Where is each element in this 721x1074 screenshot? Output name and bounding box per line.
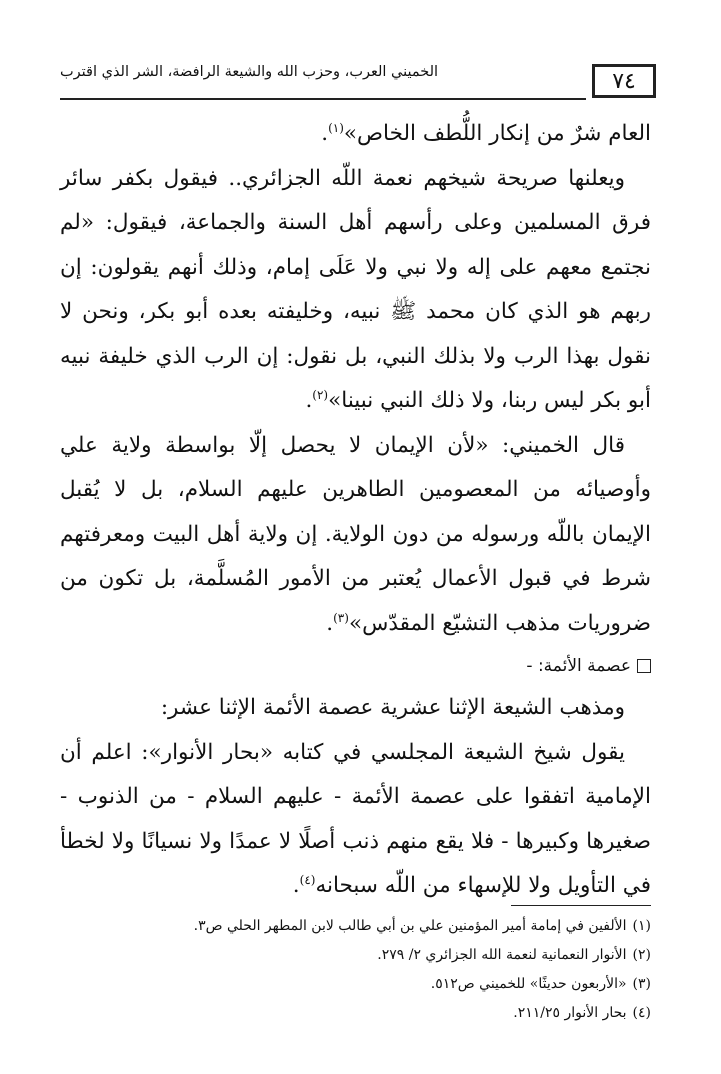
paragraph-3-text: قال الخميني: «لأن الإيمان لا يحصل إلّا بواسطة ولاية علي وأوصيائه من المعصومين الطاهرين عليهم السلام، بل لا يُقبل الإيمان باللّه ورسوله من دون الولاية. إن ولاية أهل البيت ومعرفتهم شرط في قبول الأعمال يُعتبر من الأمور المُسلَّمة، بل تكون من ضروريات مذهب التشيّع المقدّس» [60, 432, 651, 636]
footnote-text: الأنوار النعمانية لنعمة الله الجزائري ٢/ ٢٧٩. [377, 947, 627, 963]
paragraph-2: ويعلنها صريحة شيخهم نعمة اللّه الجزائري.. فيقول بكفر سائر فرق المسلمين وعلى رأسهم أهل السنة والجماعة، فيقول: «لم نجتمع معهم على إله ولا نبي ولا عَلَى إمام، وذلك أنهم يقولون: إن ربهم هو الذي كان محمد ﷺ نبيه، وخليفته بعده أبو بكر، ونحن لا نقول بهذا الرب ولا بذلك النبي، بل نقول: إن الرب الذي خليفة نبيه أبو بكر ليس ربنا، ولا ذلك النبي نبينا»$^{(٢)}$. [60, 165, 651, 413]
footnote-ref-3: (٣) [333, 610, 349, 625]
footnote-item [60, 970, 651, 999]
footnote-separator [511, 905, 651, 906]
section-heading [60, 646, 651, 686]
paragraph-1-text: العام شرٌ من إنكار اللُّطف الخاص» [343, 121, 651, 146]
footnote-text: «الأربعون حديثًا» للخميني ص٥١٢. [430, 976, 627, 992]
footnote-text: بحار الأنوار ٢١١/٢٥. [513, 1005, 627, 1021]
footnote-text: الألفين في إمامة أمير المؤمنين علي بن أبي طالب لابن المطهر الحلي ص٣. [193, 918, 627, 934]
footnote-ref-4: (٤) [299, 872, 316, 887]
footnote-number: (٤) [632, 1005, 651, 1021]
footnote-item [60, 912, 651, 941]
page-number: ٧٤ [592, 64, 656, 98]
footnote-number: (٣) [632, 976, 651, 992]
header-rule [60, 98, 586, 100]
main-text [60, 112, 651, 909]
footnote-item [60, 941, 651, 970]
footnote-number: (١) [632, 918, 651, 934]
paragraph-3: قال الخميني: «لأن الإيمان لا يحصل إلّا بواسطة ولاية علي وأوصيائه من المعصومين الطاهرين عليهم السلام، بل لا يُقبل الإيمان باللّه ورسوله من دون الولاية. إن ولاية أهل البيت ومعرفتهم شرط في قبول الأعمال يُعتبر من الأمور المُسلَّمة، بل تكون من ضروريات مذهب التشيّع المقدّس»$^{(٣)}$. [60, 432, 651, 636]
paragraph-5: يقول شيخ الشيعة المجلسي في كتابه «بحار الأنوار»: اعلم أن الإمامية اتفقوا على عصمة الأئمة - عليهم السلام - من الذنوب - صغيرها وكبيرها - فلا يقع منهم ذنب أصلًا لا عمدًا ولا نسيانًا ولا لخطأ في التأويل ولا للإسهاء من اللّه سبحانه$^{(٤)}$. [60, 739, 651, 898]
page-header [60, 58, 656, 106]
footnotes [60, 912, 651, 1028]
paragraph-5-text: يقول شيخ الشيعة المجلسي في كتابه «بحار الأنوار»: اعلم أن الإمامية اتفقوا على عصمة الأئمة - عليهم السلام - من الذنوب - صغيرها وكبيرها - فلا يقع منهم ذنب أصلًا لا عمدًا ولا نسيانًا ولا لخطأ في التأويل ولا للإسهاء من اللّه سبحانه [60, 739, 651, 898]
footnote-number: (٢) [632, 947, 651, 963]
square-bullet-icon [637, 659, 651, 673]
footnote-ref-2: (٢) [312, 387, 329, 402]
paragraph-4: ومذهب الشيعة الإثنا عشرية عصمة الأئمة الإثنا عشر: [160, 695, 625, 720]
footnote-ref-1: (١) [328, 120, 344, 135]
paragraph-2-text: ويعلنها صريحة شيخهم نعمة اللّه الجزائري.. فيقول بكفر سائر فرق المسلمين وعلى رأسهم أهل السنة والجماعة، فيقول: «لم نجتمع معهم على إله ولا نبي ولا عَلَى إمام، وذلك أنهم يقولون: إن ربهم هو الذي كان محمد ﷺ نبيه، وخليفته بعده أبو بكر، ونحن لا نقول بهذا الرب ولا بذلك النبي، بل نقول: إن الرب الذي خليفة نبيه أبو بكر ليس ربنا، ولا ذلك النبي نبينا» [60, 165, 651, 413]
running-title: الخميني العرب، وحزب الله والشيعة الرافضة، الشر الذي اقترب [60, 64, 439, 80]
section-heading-text: عصمة الأئمة: - [526, 656, 631, 676]
footnote-item [60, 999, 651, 1028]
paragraph-1: العام شرٌ من إنكار اللُّطف الخاص»$^{(١)}$. [321, 120, 651, 146]
